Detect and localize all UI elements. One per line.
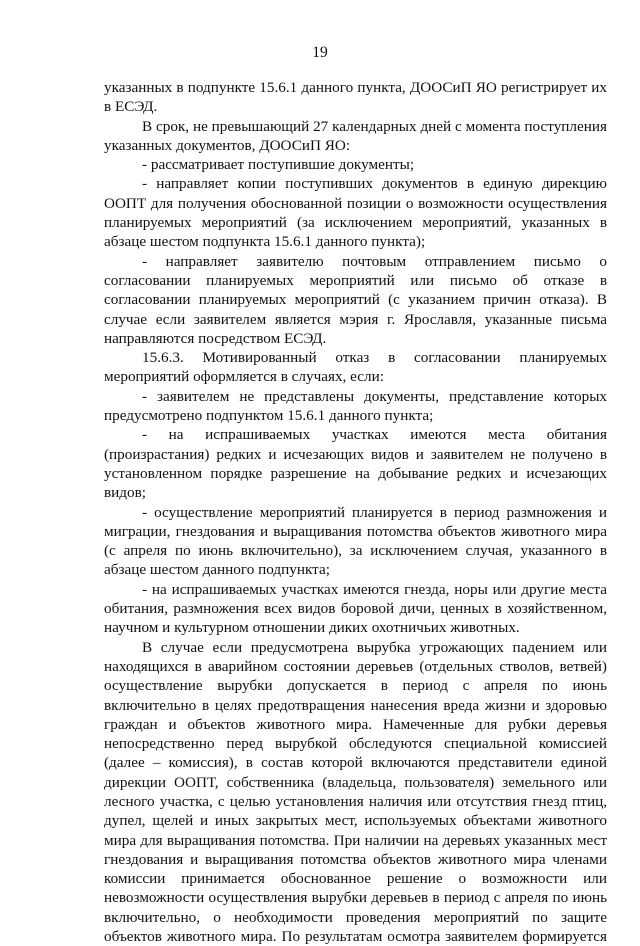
document-body	[104, 78, 607, 946]
paragraph-registration: указанных в подпункте 15.6.1 данного пункта, ДООСиП ЯО регистрирует их в ЕСЭД.	[104, 79, 607, 116]
list-item-send-letter: - направляет заявителю почтовым отправлением письмо о согласовании планируемых мероприятий или письмо об отказе в согласовании планируемых мероприятий (с указанием причин отказа). В случае если заявителем является мэрия г. Ярославля, указанные письма направляются посредством ЕСЭД.	[104, 252, 607, 347]
page-number: 19	[312, 44, 328, 61]
list-item-review: - рассматривает поступившие документы;	[142, 156, 415, 174]
list-item-send-copies: - направляет копии поступивших документов в единую дирекцию ООПТ для получения обоснованной позиции о возможности осуществления планируемых мероприятий (за исключением мероприятий, указанных в абзаце шестом подпункта 15.6.1 данного пункта);	[104, 175, 607, 251]
paragraph-deadline: В срок, не превышающий 27 календарных дней с момента поступления указанных документов, ДООСиП ЯО:	[104, 117, 607, 154]
list-item-missing-documents: - заявителем не представлены документы, представление которых предусмотрено подпунктом 15.6.1 данного пункта;	[104, 387, 607, 425]
paragraph-hazardous-trees: В случае если предусмотрена вырубка угрожающих падением или находящихся в аварийном состоянии деревьев (отдельных стволов, ветвей) осуществление вырубки допускается в период с апреля по июнь включительно в целях предотвращения нанесения вреда жизни и здоровью граждан и объектов животного мира. Намеченные для рубки деревья непосредственно перед вырубкой обследуются специальной комиссией (далее – комиссия), в состав которой включаются представители единой дирекции ООПТ, собственника (владельца, пользователя) земельного или лесного участка, с целью установления наличия или отсутствия гнезд птиц, дупел, щелей и иных закрытых мест, используемых объектами животного мира для выращивания потомства. При наличии на деревьях указанных мест гнездования и выращивания потомства объектов животного мира членами комиссии принимается обоснованное решение о возможности или невозможности осуществления вырубки деревьев в период с апреля по июнь включительно, о необходимости проведения мероприятий по защите объектов животного мира. По результатам осмотра заявителем формируется	[104, 638, 607, 946]
list-item-breeding-period: - осуществление мероприятий планируется в период размножения и миграции, гнездования и выращивания потомства объектов животного мира (с апреля по июнь включительно), за исключением случая, указанного в абзаце шестом данного подпункта;	[104, 503, 607, 579]
paragraph-refusal-cases: 15.6.3. Мотивированный отказ в согласовании планируемых мероприятий оформляется в случаях, если:	[104, 349, 607, 386]
list-item-rare-species: - на испрашиваемых участках имеются места обитания (произрастания) редких и исчезающих видов и заявителем не получено в установленном порядке разрешение на добывание редких и исчезающих видов;	[104, 426, 607, 502]
list-item-nests-burrows: - на испрашиваемых участках имеются гнезда, норы или другие места обитания, размножения всех видов боровой дичи, ценных в хозяйственном, научном и культурном отношении диких охотничьих животных.	[104, 580, 607, 637]
